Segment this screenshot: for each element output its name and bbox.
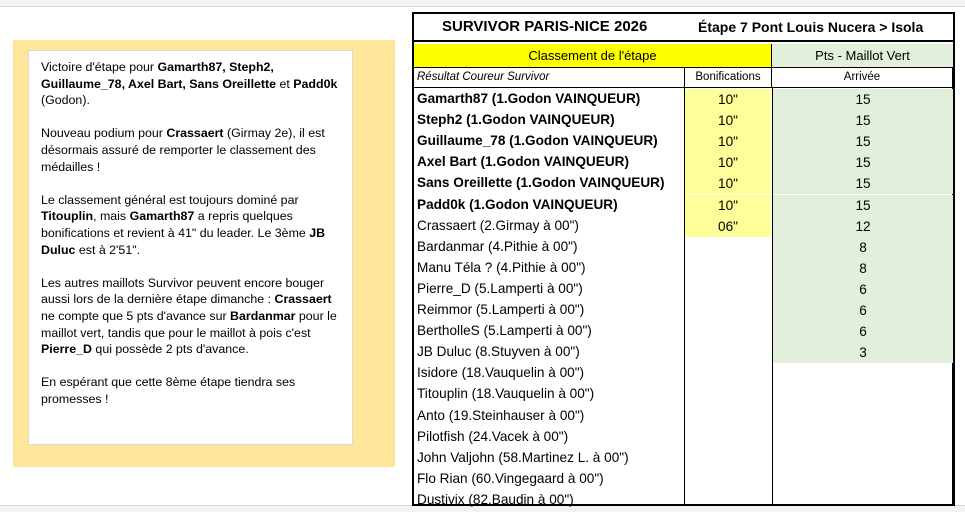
commentary-paragraph (41, 192, 340, 258)
bonus-cell[interactable] (685, 300, 771, 321)
table-row (414, 448, 953, 469)
commentary-text: , mais (93, 209, 130, 224)
points-cell[interactable]: 15 (773, 131, 953, 152)
table-row (414, 300, 953, 321)
commentary-text: (Godon). (41, 93, 90, 108)
table-row (414, 258, 953, 279)
bonus-cell[interactable] (685, 363, 771, 384)
bonus-cell[interactable] (685, 448, 771, 469)
table-row (414, 427, 953, 448)
points-cell[interactable]: 15 (773, 173, 953, 194)
commentary-frame (13, 40, 395, 467)
table-row (414, 321, 953, 342)
bonus-cell[interactable]: 10" (685, 195, 771, 216)
table-row (414, 131, 953, 152)
table-row (414, 384, 953, 405)
commentary-highlight: Crassaert (166, 126, 224, 141)
points-cell[interactable]: 15 (773, 89, 953, 110)
commentary-highlight: Titouplin (41, 209, 94, 224)
table-row (414, 195, 953, 216)
bonus-cell[interactable] (685, 406, 771, 427)
bonus-cell[interactable] (685, 237, 771, 258)
spreadsheet-top-edge (0, 0, 965, 7)
points-cell[interactable]: 15 (773, 195, 953, 216)
bonus-cell[interactable] (685, 321, 771, 342)
race-title: SURVIVOR PARIS-NICE 2026 (442, 18, 648, 35)
commentary-text: a repris quelques bonifications et revient à 41" du leader. Le 3ème (41, 209, 310, 240)
bonus-cell[interactable]: 10" (685, 173, 771, 194)
points-cell[interactable] (773, 469, 953, 490)
rider-result-cell[interactable]: Axel Bart (1.Godon VAINQUEUR) (417, 154, 629, 170)
commentary-text: et (276, 76, 294, 91)
table-row (414, 173, 953, 194)
bonus-cell[interactable]: 06" (685, 216, 771, 237)
commentary-highlight: JB Duluc (41, 225, 326, 257)
points-cell[interactable]: 3 (773, 342, 953, 363)
table-title-row (414, 14, 953, 42)
rider-result-cell[interactable]: John Valjohn (58.Martinez L. à 00") (417, 449, 629, 465)
bonus-cell[interactable] (685, 279, 771, 300)
points-cell[interactable]: 15 (773, 110, 953, 131)
rider-result-cell[interactable]: Crassaert (2.Girmay à 00") (417, 217, 579, 233)
finish-column-header[interactable]: Arrivée (772, 67, 953, 88)
rider-result-cell[interactable]: Guillaume_78 (1.Godon VAINQUEUR) (417, 133, 658, 149)
rider-result-cell[interactable]: Gamarth87 (1.Godon VAINQUEUR) (417, 91, 641, 106)
points-cell[interactable] (773, 384, 953, 405)
bonus-cell[interactable] (685, 384, 771, 405)
green-jersey-header[interactable]: Pts - Maillot Vert (772, 44, 953, 67)
table-row (414, 342, 953, 363)
points-cell[interactable]: 6 (773, 300, 953, 321)
table-row (414, 216, 953, 237)
points-cell[interactable]: 8 (773, 258, 953, 279)
rider-result-cell[interactable]: Bardanmar (4.Pithie à 00") (417, 238, 578, 254)
table-row (414, 279, 953, 300)
points-cell[interactable]: 12 (773, 216, 953, 237)
points-cell[interactable]: 6 (773, 279, 953, 300)
table-row (414, 490, 953, 511)
commentary-text: Nouveau podium pour (41, 126, 167, 141)
commentary-paragraph (41, 125, 340, 175)
commentary-highlight: Pierre_D (41, 342, 92, 357)
bonus-column-header[interactable]: Bonifications (684, 67, 772, 88)
points-cell[interactable]: 8 (773, 237, 953, 258)
table-row (414, 406, 953, 427)
bonus-cell[interactable]: 10" (685, 131, 771, 152)
table-row (414, 363, 953, 384)
commentary-text: (Girmay 2e), il est désormais assuré de remporter le classement des médailles ! (41, 126, 325, 174)
commentary-text: Le classement général est toujours dominé par (41, 192, 299, 207)
rider-result-cell[interactable]: Manu Téla ? (4.Pithie à 00") (417, 259, 586, 275)
rider-result-cell[interactable]: Pierre_D (5.Lamperti à 00") (417, 280, 583, 296)
commentary-highlight: Crassaert (274, 292, 332, 307)
bonus-cell[interactable]: 10" (685, 152, 771, 173)
bonus-cell[interactable] (685, 342, 771, 363)
commentary-text: pour le maillot vert, tandis que pour le maillot à pois c'est (41, 308, 337, 340)
rider-result-cell[interactable]: JB Duluc (8.Stuyven à 00") (417, 344, 580, 360)
points-cell[interactable] (773, 448, 953, 469)
table-row (414, 89, 953, 110)
bonus-cell[interactable] (685, 469, 771, 490)
points-cell[interactable]: 6 (773, 321, 953, 342)
commentary-highlight: Gamarth87, Steph2, Guillaume_78, Axel Bart, Sans Oreillette (41, 60, 277, 91)
commentary-highlight: Bardanmar (230, 308, 296, 323)
rider-result-cell[interactable]: Isidore (18.Vauquelin à 00") (417, 365, 585, 381)
rider-result-cell[interactable]: Steph2 (1.Godon VAINQUEUR) (417, 112, 615, 128)
rider-result-cell[interactable]: Padd0k (1.Godon VAINQUEUR) (417, 196, 618, 212)
rider-result-cell[interactable]: Titouplin (18.Vauquelin à 00") (417, 386, 595, 402)
rider-result-cell[interactable]: Anto (19.Steinhauser à 00") (417, 407, 585, 423)
commentary-paragraph (41, 275, 340, 358)
points-cell[interactable] (773, 427, 953, 448)
commentary-text: qui possède 2 pts d'avance. (91, 342, 249, 357)
commentary-text: est à 2'51". (75, 242, 141, 257)
points-cell[interactable]: 15 (773, 152, 953, 173)
points-cell[interactable] (773, 363, 953, 384)
stage-standings-table (412, 12, 955, 506)
rider-result-cell[interactable]: Reimmor (5.Lamperti à 00") (417, 302, 585, 317)
commentary-paragraph (41, 59, 340, 109)
table-row (414, 152, 953, 173)
commentary-text: Les autres maillots Survivor peuvent encore bouger aussi lors de la dernière étape dimanche : (41, 275, 325, 307)
bonus-cell[interactable] (685, 490, 771, 511)
rider-result-cell[interactable]: Dustivix (82.Baudin à 00") (417, 491, 574, 507)
result-column-header[interactable]: Résultat Coureur Survivor (414, 67, 684, 88)
stage-ranking-header[interactable]: Classement de l'étape (414, 44, 772, 67)
commentary-text: En espérant que cette 8ème étape tiendra ses promesses ! (41, 375, 296, 406)
bonus-cell[interactable]: 10" (685, 89, 771, 110)
rider-result-cell[interactable]: Sans Oreillette (1.Godon VAINQUEUR) (417, 175, 665, 191)
commentary-text: Victoire d'étape pour (41, 60, 158, 74)
table-row (414, 469, 953, 490)
stage-title: Étape 7 Pont Louis Nucera > Isola (698, 19, 924, 35)
commentary-text: ne compte que 5 pts d'avance sur (41, 308, 231, 323)
table-row (414, 237, 953, 258)
bonus-cell[interactable]: 10" (685, 110, 771, 131)
bonus-cell[interactable] (685, 427, 771, 448)
bonus-cell[interactable] (685, 258, 771, 279)
points-cell[interactable] (773, 490, 953, 511)
commentary-highlight: Gamarth87 (129, 209, 195, 224)
points-cell[interactable] (773, 406, 953, 427)
table-row (414, 110, 953, 131)
rider-result-cell[interactable]: BertholleS (5.Lamperti à 00") (417, 323, 592, 339)
commentary-textbox[interactable] (28, 50, 353, 445)
rider-result-cell[interactable]: Pilotfish (24.Vacek à 00") (417, 428, 569, 444)
commentary-paragraph (41, 374, 340, 407)
rider-result-cell[interactable]: Flo Rian (60.Vingegaard à 00") (417, 470, 604, 486)
commentary-highlight: Padd0k (293, 76, 338, 91)
